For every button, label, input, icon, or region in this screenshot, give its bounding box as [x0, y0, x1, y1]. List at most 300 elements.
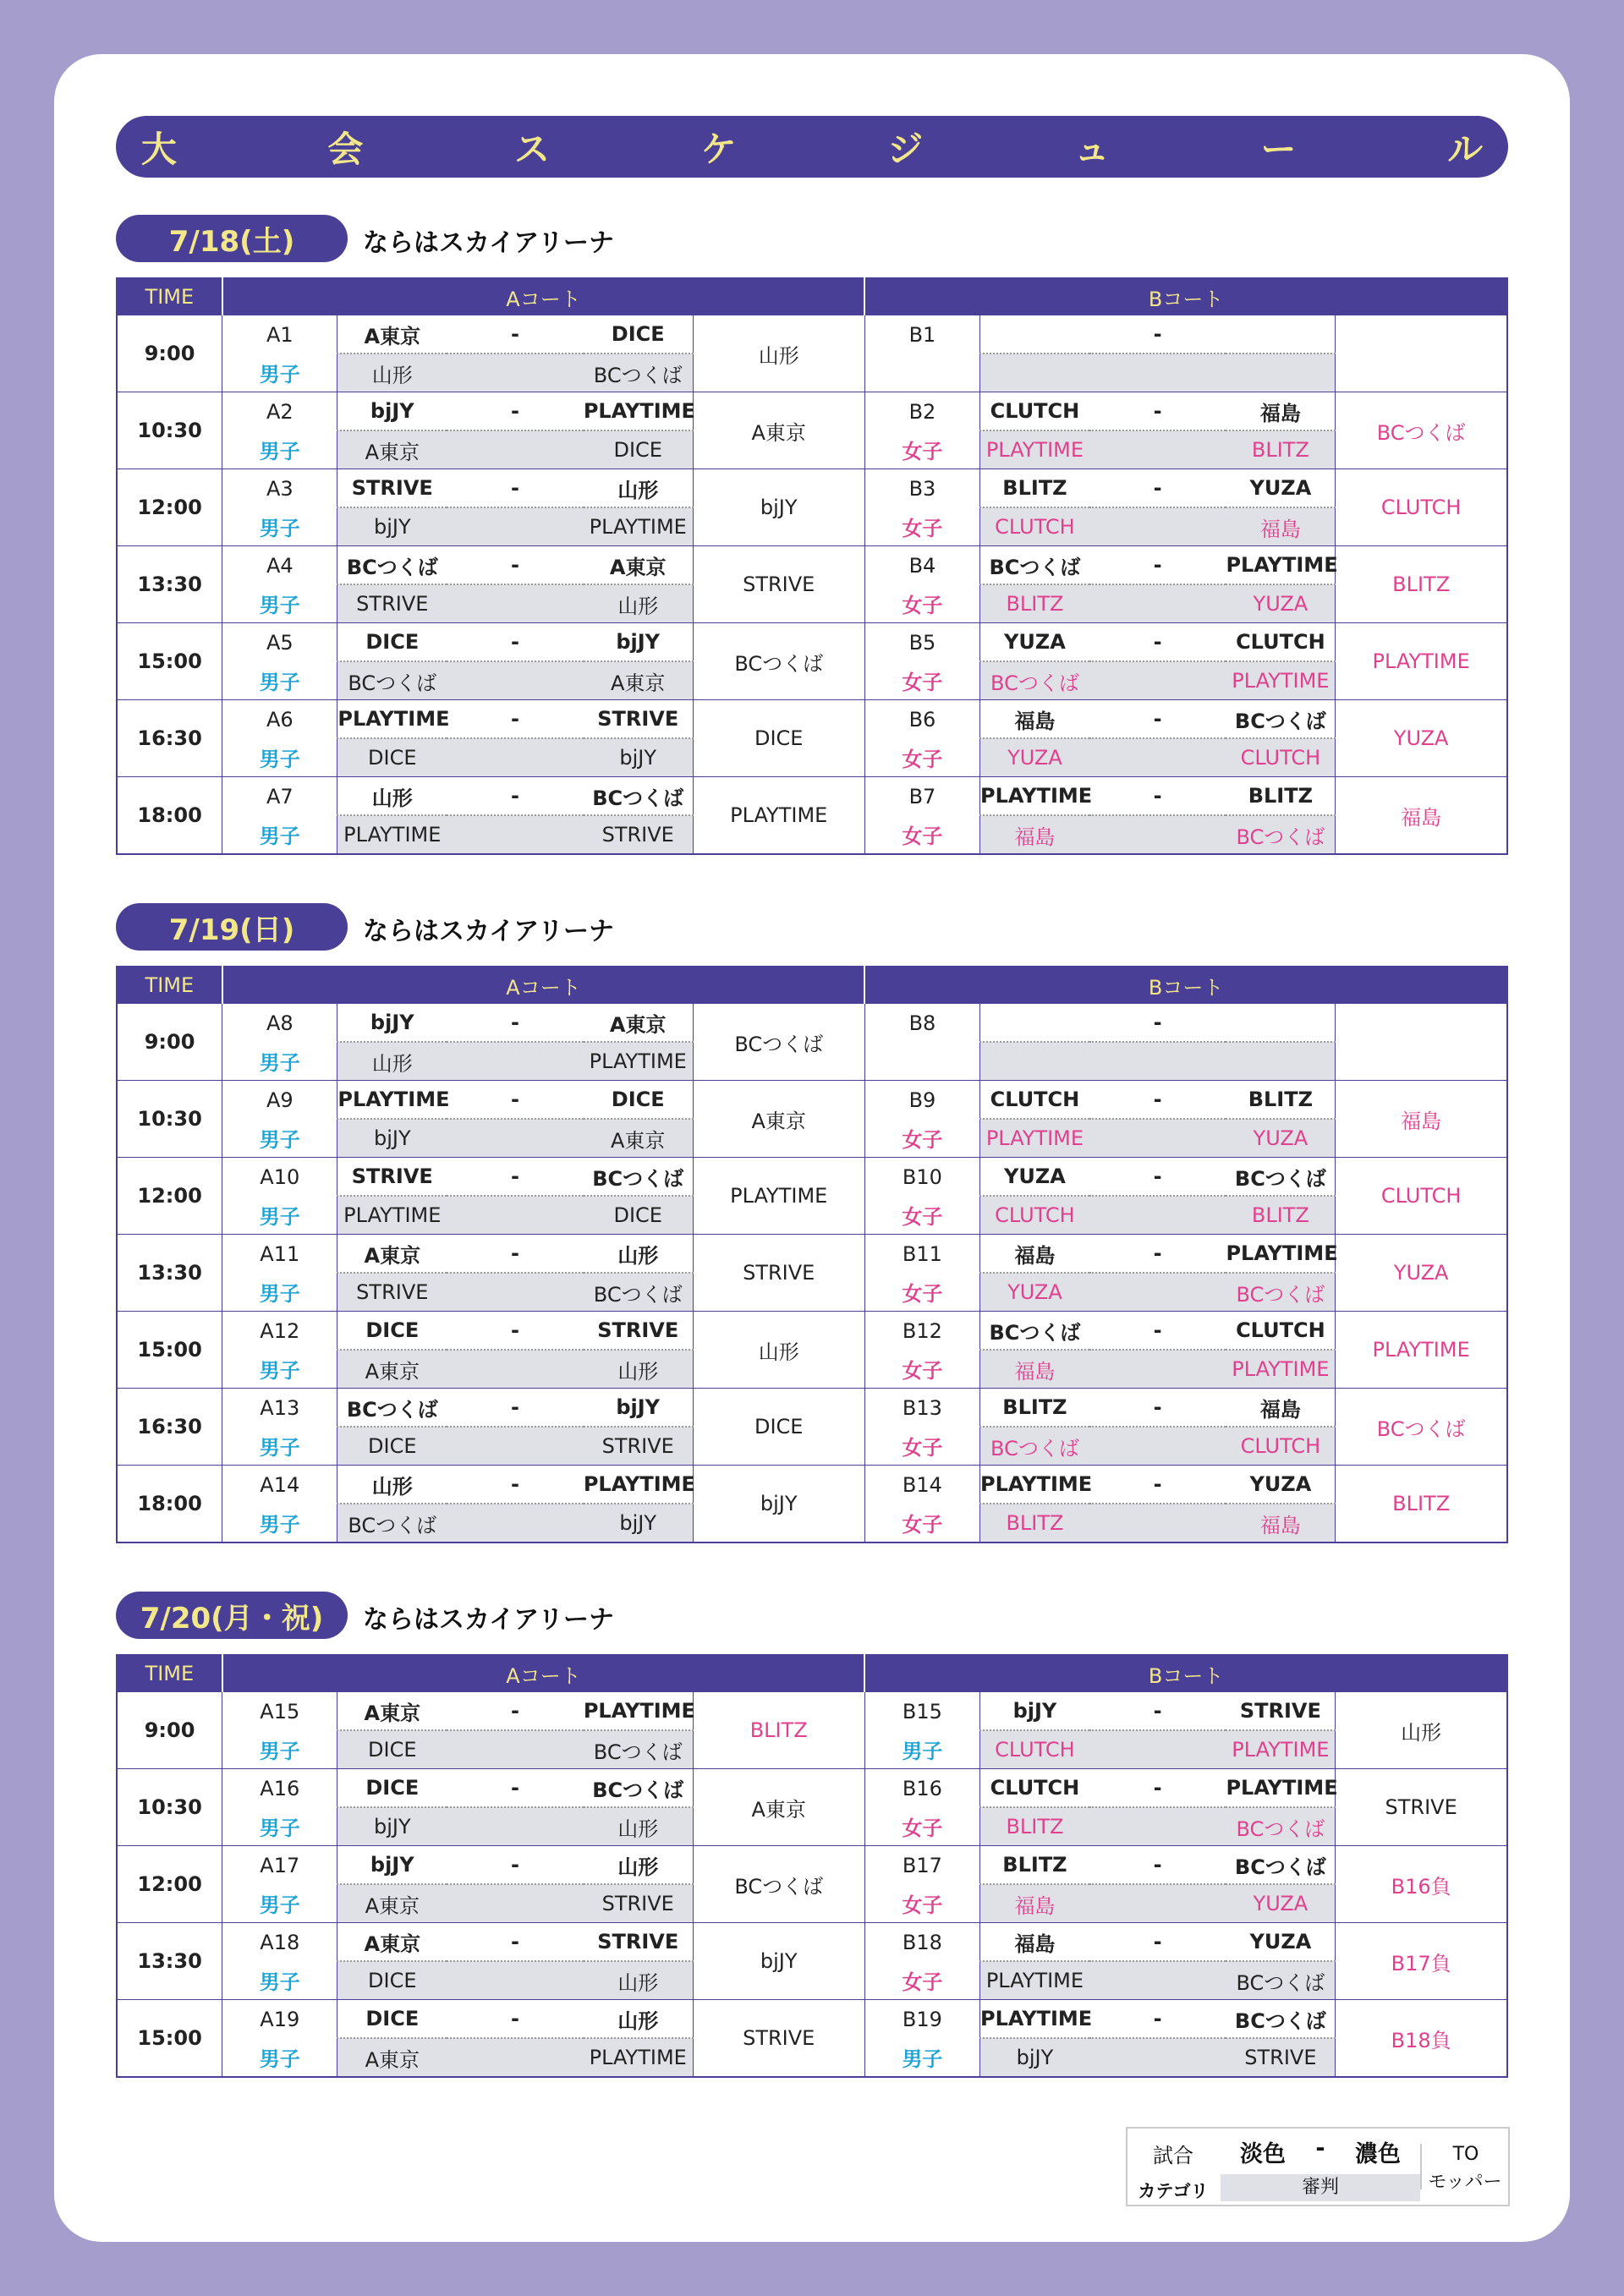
category-label: 男子	[222, 1427, 337, 1466]
team-dark: A東京	[584, 546, 693, 585]
referee-gap	[447, 738, 584, 777]
legend-dark: 濃色	[1355, 2141, 1401, 2167]
referee-dark: YUZA	[1226, 584, 1335, 623]
referee-dark: YUZA	[1226, 1119, 1335, 1158]
referee-light: 山形	[337, 1042, 447, 1081]
referee-gap	[447, 1961, 584, 2000]
referee-light: DICE	[337, 1427, 447, 1466]
referee-gap	[447, 1504, 584, 1543]
category-label: 男子	[222, 2038, 337, 2077]
category-label: 男子	[864, 1730, 979, 1769]
category-label	[864, 1042, 979, 1081]
referee-gap	[1089, 1042, 1226, 1081]
team-light: PLAYTIME	[980, 777, 1089, 816]
category-label: 女子	[864, 815, 979, 854]
category-label: 女子	[864, 1807, 979, 1846]
team-dark: 山形	[584, 469, 693, 508]
team-dark: PLAYTIME	[584, 1466, 693, 1504]
category-label: 男子	[222, 1884, 337, 1923]
referee-light: CLUTCH	[980, 507, 1089, 546]
referee-gap	[1089, 1807, 1226, 1846]
referee-gap	[1089, 815, 1226, 854]
referee-gap	[1089, 738, 1226, 777]
match-time: 9:00	[117, 1692, 222, 1769]
match-code: B8	[864, 1004, 979, 1043]
versus-dash: -	[447, 1923, 584, 1962]
to-mopper: B16負	[1336, 1846, 1507, 1923]
category-label: 男子	[222, 1196, 337, 1235]
match-time: 15:00	[117, 1312, 222, 1389]
referee-dark: STRIVE	[584, 1427, 693, 1466]
team-light: bjJY	[337, 1004, 447, 1043]
match-code: B1	[864, 315, 979, 354]
versus-dash: -	[447, 546, 584, 585]
team-light: CLUTCH	[980, 392, 1089, 431]
referee-light: A東京	[337, 430, 447, 469]
match-code: B2	[864, 392, 979, 431]
team-light: STRIVE	[337, 469, 447, 508]
match-code: B17	[864, 1846, 979, 1885]
team-light: A東京	[337, 1923, 447, 1962]
legend-category: カテゴリ	[1138, 2181, 1209, 2201]
referee-light: BCつくば	[980, 1427, 1089, 1466]
team-dark: 福島	[1226, 392, 1335, 431]
versus-dash: -	[1089, 777, 1226, 816]
versus-dash: -	[1089, 1312, 1226, 1351]
team-dark: bjJY	[584, 1389, 693, 1427]
team-light: CLUTCH	[980, 1081, 1089, 1120]
court-a-header: Aコート	[222, 1655, 865, 1692]
to-mopper: BCつくば	[693, 623, 864, 700]
match-code: B6	[864, 700, 979, 739]
referee-light: DICE	[337, 1961, 447, 2000]
versus-dash: -	[1089, 623, 1226, 662]
team-light: DICE	[337, 623, 447, 662]
legend-box	[1126, 2127, 1510, 2206]
match-time: 12:00	[117, 1846, 222, 1923]
referee-light: PLAYTIME	[337, 815, 447, 854]
team-light: PLAYTIME	[337, 700, 447, 739]
to-mopper: PLAYTIME	[1336, 1312, 1507, 1389]
team-light: 山形	[337, 1466, 447, 1504]
to-mopper: PLAYTIME	[1336, 623, 1507, 700]
versus-dash: -	[1089, 1235, 1226, 1274]
referee-light: YUZA	[980, 1273, 1089, 1312]
match-code: B15	[864, 1692, 979, 1731]
versus-dash: -	[447, 1846, 584, 1885]
match-code: A13	[222, 1389, 337, 1427]
category-label: 女子	[864, 1273, 979, 1312]
match-code: B18	[864, 1923, 979, 1962]
referee-dark: bjJY	[584, 1504, 693, 1543]
match-code: B10	[864, 1158, 979, 1197]
referee-dark: A東京	[584, 661, 693, 700]
court-b-header: Bコート	[864, 967, 1507, 1004]
versus-dash: -	[447, 1081, 584, 1120]
referee-dark: 福島	[1226, 1504, 1335, 1543]
versus-dash: -	[447, 315, 584, 354]
referee-dark: PLAYTIME	[584, 1042, 693, 1081]
versus-dash: -	[447, 392, 584, 431]
referee-light	[980, 353, 1089, 392]
team-dark: PLAYTIME	[1226, 546, 1335, 585]
to-mopper	[1336, 315, 1507, 392]
match-code: B4	[864, 546, 979, 585]
team-light: YUZA	[980, 1158, 1089, 1197]
team-light: BLITZ	[980, 469, 1089, 508]
schedule-table	[116, 277, 1508, 855]
referee-light: BCつくば	[337, 661, 447, 700]
category-label: 男子	[222, 661, 337, 700]
referee-light: BLITZ	[980, 584, 1089, 623]
match-time: 12:00	[117, 1158, 222, 1235]
to-mopper	[1336, 1004, 1507, 1081]
referee-light: CLUTCH	[980, 1196, 1089, 1235]
team-dark: YUZA	[1226, 1923, 1335, 1962]
team-dark: PLAYTIME	[584, 1692, 693, 1731]
referee-gap	[1089, 1504, 1226, 1543]
referee-gap	[1089, 1273, 1226, 1312]
time-header: TIME	[117, 278, 222, 315]
referee-light: BLITZ	[980, 1504, 1089, 1543]
referee-light: 山形	[337, 353, 447, 392]
versus-dash: -	[447, 469, 584, 508]
referee-gap	[447, 1427, 584, 1466]
versus-dash: -	[1089, 469, 1226, 508]
versus-dash: -	[1089, 546, 1226, 585]
match-code: A7	[222, 777, 337, 816]
referee-light: STRIVE	[337, 1273, 447, 1312]
to-mopper: BLITZ	[693, 1692, 864, 1769]
referee-light: PLAYTIME	[337, 1196, 447, 1235]
team-dark: BCつくば	[1226, 2000, 1335, 2039]
team-light: BCつくば	[337, 1389, 447, 1427]
referee-dark: A東京	[584, 1119, 693, 1158]
match-code: A14	[222, 1466, 337, 1504]
category-label: 女子	[864, 1427, 979, 1466]
venue-name: ならはスカイアリーナ	[363, 1605, 614, 1635]
versus-dash: -	[447, 1312, 584, 1351]
match-row	[117, 1692, 1507, 1731]
team-dark: PLAYTIME	[584, 392, 693, 431]
match-time: 13:30	[117, 546, 222, 623]
team-light: STRIVE	[337, 1158, 447, 1197]
referee-light: BCつくば	[980, 661, 1089, 700]
referee-gap	[447, 1807, 584, 1846]
team-light	[980, 1004, 1089, 1043]
to-mopper: 山形	[693, 315, 864, 392]
match-time: 13:30	[117, 1923, 222, 2000]
match-time: 9:00	[117, 315, 222, 392]
referee-dark: PLAYTIME	[1226, 1730, 1335, 1769]
team-light: bjJY	[337, 1846, 447, 1885]
match-row	[117, 1081, 1507, 1120]
to-mopper: DICE	[693, 1389, 864, 1466]
referee-light: bjJY	[337, 507, 447, 546]
legend-mopper: モッパー	[1428, 2172, 1502, 2193]
match-row	[117, 777, 1507, 816]
versus-dash: -	[447, 1769, 584, 1808]
match-code: B9	[864, 1081, 979, 1120]
match-code: B16	[864, 1769, 979, 1808]
match-code: A8	[222, 1004, 337, 1043]
team-light: BLITZ	[980, 1389, 1089, 1427]
schedule-table	[116, 966, 1508, 1543]
team-dark: CLUTCH	[1226, 623, 1335, 662]
referee-gap	[1089, 430, 1226, 469]
to-mopper: STRIVE	[1336, 1769, 1507, 1846]
title-banner	[116, 116, 1553, 178]
match-row	[117, 1846, 1507, 1885]
match-row	[117, 546, 1507, 585]
referee-gap	[447, 584, 584, 623]
to-mopper: BCつくば	[693, 1846, 864, 1923]
to-mopper: CLUTCH	[1336, 1158, 1507, 1235]
referee-dark: BCつくば	[584, 353, 693, 392]
to-mopper: PLAYTIME	[693, 777, 864, 855]
match-row	[117, 700, 1507, 739]
match-code: B14	[864, 1466, 979, 1504]
date-pill: 7/18(土)	[116, 215, 348, 262]
legend-game: 試合	[1153, 2144, 1193, 2167]
referee-light: 福島	[980, 815, 1089, 854]
match-time: 10:30	[117, 392, 222, 469]
to-mopper: BCつくば	[1336, 1389, 1507, 1466]
category-label: 男子	[222, 1350, 337, 1389]
team-dark: YUZA	[1226, 1466, 1335, 1504]
to-mopper: STRIVE	[693, 546, 864, 623]
team-light: PLAYTIME	[980, 1466, 1089, 1504]
match-code: A4	[222, 546, 337, 585]
match-code: A2	[222, 392, 337, 431]
match-time: 15:00	[117, 2000, 222, 2078]
category-label: 男子	[222, 353, 337, 392]
match-code: A6	[222, 700, 337, 739]
referee-gap	[1089, 1884, 1226, 1923]
referee-gap	[447, 2038, 584, 2077]
versus-dash: -	[447, 1004, 584, 1043]
team-dark: BCつくば	[584, 1769, 693, 1808]
team-light: BCつくば	[980, 546, 1089, 585]
category-label: 女子	[864, 661, 979, 700]
category-label: 男子	[222, 1961, 337, 2000]
versus-dash: -	[447, 1158, 584, 1197]
to-mopper: DICE	[693, 700, 864, 777]
versus-dash: -	[447, 623, 584, 662]
match-code: A15	[222, 1692, 337, 1731]
team-dark: bjJY	[584, 623, 693, 662]
to-mopper: A東京	[693, 1769, 864, 1846]
referee-dark: CLUTCH	[1226, 1427, 1335, 1466]
venue-name: ならはスカイアリーナ	[363, 228, 614, 258]
court-a-header: Aコート	[222, 278, 865, 315]
category-label: 女子	[864, 507, 979, 546]
referee-light: DICE	[337, 1730, 447, 1769]
team-dark: STRIVE	[584, 1923, 693, 1962]
team-light: PLAYTIME	[980, 2000, 1089, 2039]
to-mopper: 山形	[693, 1312, 864, 1389]
legend-to: TO	[1420, 2144, 1510, 2189]
to-mopper: 山形	[1336, 1692, 1507, 1769]
team-dark: 山形	[584, 1846, 693, 1885]
team-light: bjJY	[337, 392, 447, 431]
team-dark: STRIVE	[584, 700, 693, 739]
to-mopper: bjJY	[693, 469, 864, 546]
to-mopper: STRIVE	[693, 1235, 864, 1312]
referee-dark: STRIVE	[584, 815, 693, 854]
referee-gap	[1089, 661, 1226, 700]
to-mopper: B18負	[1336, 2000, 1507, 2078]
to-mopper: bjJY	[693, 1466, 864, 1543]
referee-dark: DICE	[584, 430, 693, 469]
category-label: 男子	[222, 430, 337, 469]
team-light: CLUTCH	[980, 1769, 1089, 1808]
team-dark: 山形	[584, 2000, 693, 2039]
match-code: A19	[222, 2000, 337, 2039]
referee-dark: bjJY	[584, 738, 693, 777]
venue-name: ならはスカイアリーナ	[363, 917, 614, 946]
category-label: 女子	[864, 1119, 979, 1158]
match-row	[117, 1769, 1507, 1808]
team-dark: BLITZ	[1226, 777, 1335, 816]
referee-dark: BCつくば	[1226, 1273, 1335, 1312]
referee-gap	[447, 1884, 584, 1923]
team-dark: BLITZ	[1226, 1081, 1335, 1120]
referee-dark: BCつくば	[584, 1730, 693, 1769]
referee-light: bjJY	[337, 1119, 447, 1158]
versus-dash: -	[1089, 2000, 1226, 2039]
category-label: 女子	[864, 1884, 979, 1923]
category-label: 男子	[222, 507, 337, 546]
team-dark: 福島	[1226, 1389, 1335, 1427]
versus-dash: -	[1089, 392, 1226, 431]
referee-dark: 山形	[584, 1961, 693, 2000]
referee-gap	[1089, 584, 1226, 623]
to-mopper: A東京	[693, 392, 864, 469]
team-light: A東京	[337, 1235, 447, 1274]
team-dark: YUZA	[1226, 469, 1335, 508]
referee-dark: YUZA	[1226, 1884, 1335, 1923]
team-light: BLITZ	[980, 1846, 1089, 1885]
court-a-header: Aコート	[222, 967, 865, 1004]
match-code: A1	[222, 315, 337, 354]
legend-referee: 審判	[1221, 2174, 1420, 2201]
to-mopper: A東京	[693, 1081, 864, 1158]
match-time: 16:30	[117, 700, 222, 777]
team-dark: BCつくば	[1226, 1846, 1335, 1885]
match-code: A17	[222, 1846, 337, 1885]
referee-dark: 福島	[1226, 507, 1335, 546]
team-dark: DICE	[584, 315, 693, 354]
match-code: B12	[864, 1312, 979, 1351]
referee-light: YUZA	[980, 738, 1089, 777]
team-dark: 山形	[584, 1235, 693, 1274]
legend-dash: -	[1315, 2135, 1325, 2162]
referee-dark: 山形	[584, 1807, 693, 1846]
versus-dash: -	[1089, 1466, 1226, 1504]
match-row	[117, 315, 1507, 354]
team-light: 福島	[980, 700, 1089, 739]
team-dark: STRIVE	[584, 1312, 693, 1351]
team-light: 福島	[980, 1235, 1089, 1274]
time-header: TIME	[117, 967, 222, 1004]
referee-dark: CLUTCH	[1226, 738, 1335, 777]
to-mopper: 福島	[1336, 1081, 1507, 1158]
referee-gap	[1089, 2038, 1226, 2077]
versus-dash: -	[1089, 700, 1226, 739]
referee-light: BLITZ	[980, 1807, 1089, 1846]
referee-dark: PLAYTIME	[584, 2038, 693, 2077]
referee-dark: STRIVE	[584, 1884, 693, 1923]
team-dark: CLUTCH	[1226, 1312, 1335, 1351]
referee-light	[980, 1042, 1089, 1081]
to-mopper: YUZA	[1336, 700, 1507, 777]
category-label	[864, 353, 979, 392]
versus-dash: -	[447, 1692, 584, 1731]
schedule-table	[116, 1654, 1508, 2078]
referee-dark: DICE	[584, 1196, 693, 1235]
versus-dash: -	[447, 1389, 584, 1427]
match-code: A16	[222, 1769, 337, 1808]
page-title: 大 会 ス ケ ジ ュ ー ル	[140, 128, 1553, 170]
referee-gap	[1089, 507, 1226, 546]
team-light	[980, 315, 1089, 354]
team-dark: BCつくば	[1226, 1158, 1335, 1197]
referee-dark: BLITZ	[1226, 1196, 1335, 1235]
match-time: 18:00	[117, 1466, 222, 1543]
referee-light: 福島	[980, 1884, 1089, 1923]
referee-gap	[447, 507, 584, 546]
referee-gap	[1089, 1961, 1226, 2000]
versus-dash: -	[447, 2000, 584, 2039]
team-light: DICE	[337, 1769, 447, 1808]
to-mopper: STRIVE	[693, 2000, 864, 2078]
versus-dash: -	[447, 700, 584, 739]
match-row	[117, 469, 1507, 508]
to-mopper: bjJY	[693, 1923, 864, 2000]
team-light: DICE	[337, 2000, 447, 2039]
team-dark	[1226, 315, 1335, 354]
category-label: 男子	[222, 738, 337, 777]
match-code: A11	[222, 1235, 337, 1274]
versus-dash: -	[1089, 1004, 1226, 1043]
match-row	[117, 392, 1507, 431]
team-dark: DICE	[584, 1081, 693, 1120]
versus-dash: -	[1089, 1692, 1226, 1731]
match-time: 15:00	[117, 623, 222, 700]
match-code: B13	[864, 1389, 979, 1427]
team-dark: PLAYTIME	[1226, 1235, 1335, 1274]
match-time: 10:30	[117, 1081, 222, 1158]
referee-dark: BLITZ	[1226, 430, 1335, 469]
referee-light: 福島	[980, 1350, 1089, 1389]
match-row	[117, 1389, 1507, 1427]
match-row	[117, 1312, 1507, 1351]
referee-light: bjJY	[980, 2038, 1089, 2077]
category-label: 女子	[864, 1196, 979, 1235]
category-label: 女子	[864, 1350, 979, 1389]
to-mopper: YUZA	[1336, 1235, 1507, 1312]
court-b-header: Bコート	[864, 1655, 1507, 1692]
team-light: 山形	[337, 777, 447, 816]
team-dark	[1226, 1004, 1335, 1043]
category-label: 男子	[222, 1730, 337, 1769]
category-label: 男子	[864, 2038, 979, 2077]
referee-light: PLAYTIME	[980, 430, 1089, 469]
referee-light: BCつくば	[337, 1504, 447, 1543]
referee-gap	[447, 661, 584, 700]
referee-gap	[1089, 353, 1226, 392]
